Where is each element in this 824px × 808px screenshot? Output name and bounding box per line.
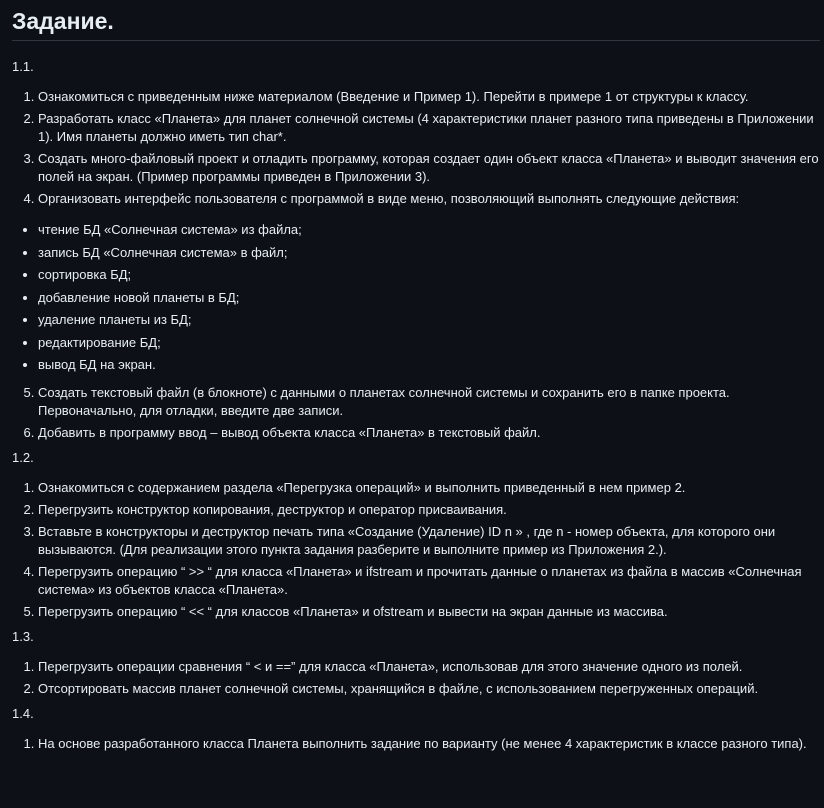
list-item: 5. Перегрузить операцию “ << “ для классов «Планета» и ofstream и вывести на экран данные из массива. (38, 603, 820, 621)
ordered-list-continued (12, 384, 820, 442)
bullet-item: • сортировка БД; (38, 266, 820, 284)
section-label: 1.4. (12, 706, 34, 721)
list-item: 5. Создать текстовый файл (в блокноте) с данными о планетах солнечной системы и сохранить его в папке проекта. Первоначально, для отладки, введите две записи. (38, 384, 820, 420)
list-item: 4. Перегрузить операцию “ >> “ для класса «Планета» и ifstream и прочитать данные о планетах из файла в массив «Солнечная система» из объектов класса «Планета». (38, 563, 820, 599)
section-1-1 (12, 57, 820, 442)
section-label: 1.2. (12, 450, 34, 465)
list-item: 2. Перегрузить конструктор копирования, деструктор и оператор присваивания. (38, 501, 820, 519)
ordered-list (12, 735, 820, 753)
bullet-item: • чтение БД «Солнечная система» из файла; (38, 221, 820, 239)
bullet-item: • добавление новой планеты в БД; (38, 289, 820, 307)
list-item: 1. На основе разработанного класса Планета выполнить задание по варианту (не менее 4 характеристик в классе разного типа). (38, 735, 820, 753)
ordered-list (12, 658, 820, 698)
document-page (12, 0, 820, 757)
section-label: 1.1. (12, 59, 34, 74)
bullet-item: • редактирование БД; (38, 334, 820, 352)
list-item: 2. Разработать класс «Планета» для планет солнечной системы (4 характеристики планет разного типа приведены в Приложении 1). Имя планеты должно иметь тип char*. (38, 110, 820, 146)
bullet-item: • удаление планеты из БД; (38, 311, 820, 329)
bullet-item: • запись БД «Солнечная система» в файл; (38, 244, 820, 262)
section-1-2 (12, 448, 820, 621)
list-item: 1. Ознакомиться с содержанием раздела «Перегрузка операций» и выполнить приведенный в нем пример 2. (38, 479, 820, 497)
section-1-3 (12, 627, 820, 698)
ordered-list (12, 479, 820, 621)
list-item: 3. Вставьте в конструкторы и деструктор печать типа «Создание (Удаление) ID n » , где n - номер объекта, для которого они вызываются. (Для реализации этого пункта задания разберите и выполните пример из Приложения 2.). (38, 523, 820, 559)
bullet-list (12, 221, 820, 374)
ordered-list (12, 88, 820, 208)
list-item: 4. Организовать интерфейс пользователя с программой в виде меню, позволяющий выполнять следующие действия: (38, 190, 820, 208)
bullet-item: • вывод БД на экран. (38, 356, 820, 374)
list-item: 1. Перегрузить операции сравнения “ < и ==” для класса «Планета», использовав для этого значение одного из полей. (38, 658, 820, 676)
list-item: 3. Создать много-файловый проект и отладить программу, которая создает один объект класса «Планета» и выводит значения его полей на экран. (Пример программы приведен в Приложении 3). (38, 150, 820, 186)
section-label: 1.3. (12, 629, 34, 644)
page-title: Задание. (12, 0, 820, 41)
list-item: 2. Отсортировать массив планет солнечной системы, хранящийся в файле, с использованием перегруженных операций. (38, 680, 820, 698)
section-1-4 (12, 704, 820, 753)
list-item: 6. Добавить в программу ввод – вывод объекта класса «Планета» в текстовый файл. (38, 424, 820, 442)
list-item: 1. Ознакомиться с приведенным ниже материалом (Введение и Пример 1). Перейти в примере 1 от структуры к классу. (38, 88, 820, 106)
